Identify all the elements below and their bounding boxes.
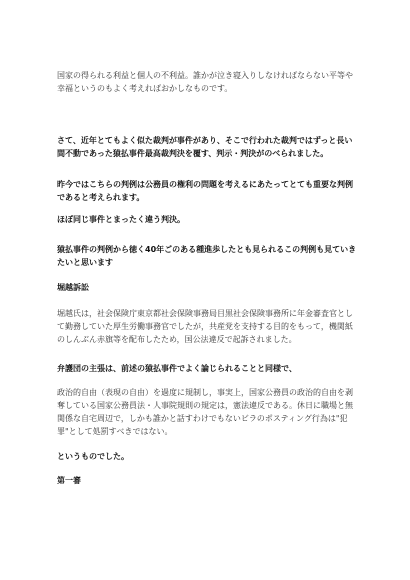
significance-paragraph: 昨今ではこちらの判例は公務員の権利の問題を考えるにあたってとても重要な判例であると考えられます。: [57, 180, 353, 202]
defense-quote-paragraph: 政治的自由（表現の自由）を過度に規制し，事実上，国家公務員の政治的自由を剥奪している国家公務員法・人事院規則の規定は，憲法違反である。休日に職場と無関係な自宅周辺で，しかも誰かと話すわけでもないビラのポスティング行為は"犯罪"として処罰すべきではない。: [57, 388, 353, 436]
intro-paragraph: 国家の得られる利益と個人の不利益。誰かが泣き寝入りしなければならない平等や幸福というのもよく考えればおかしなものです。: [57, 71, 353, 93]
first-instance-heading: 第一審: [57, 476, 81, 485]
progress-paragraph: 猿払事件の判例から徳く40年ごのある種進歩したとも見られるこの判例も見ていきたいと思います: [57, 245, 357, 267]
overview-paragraph: さて、近年とてもよく似た裁判が事件があり、そこで行われた裁判ではずっと長い間不動であった猿払事件最高裁判決を覆す、判示・判決がのべられました。: [57, 136, 353, 158]
case-facts-paragraph: 堀越氏は，社会保険庁東京都社会保険事務局目黒社会保険事務所に年金審査官として勤務していた厚生労働事務官でしたが，共産党を支持する目的をもって，機関紙のしんぶん赤旗等を配布したため，国公法違反で起訴されました。: [57, 309, 353, 344]
case-heading: 堀越訴訟: [57, 283, 89, 292]
defense-claim-paragraph: 弁護団の主張は、前述の猿払事件でよく論じられることと同様で、: [57, 364, 297, 373]
closing-paragraph: というものでした。: [57, 452, 129, 461]
contrast-paragraph: ほぼ同じ事件とまったく違う判決。: [57, 215, 185, 224]
